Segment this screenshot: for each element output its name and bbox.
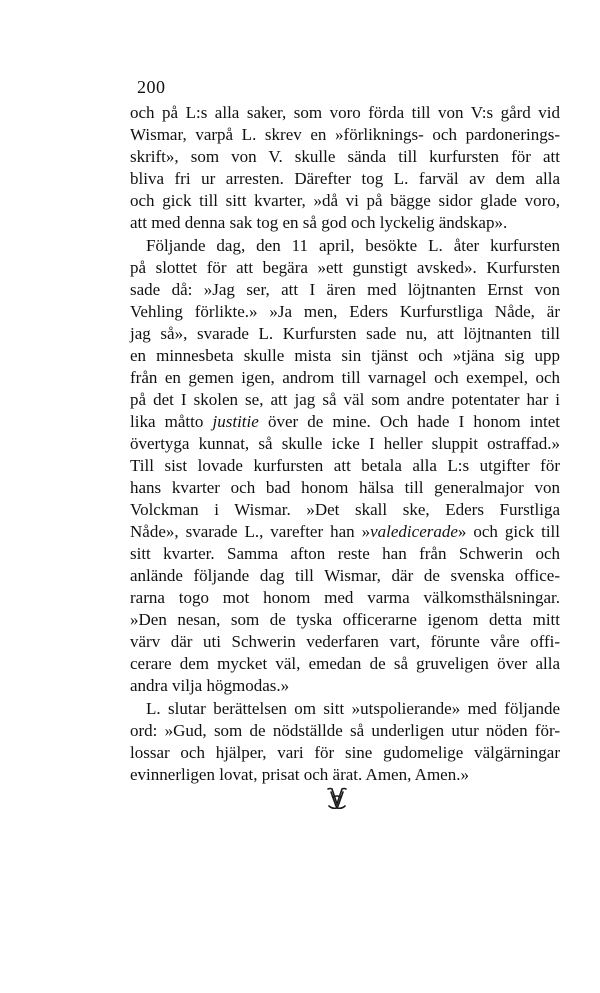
text-run: lika måtto	[130, 412, 213, 431]
text-line: ord: »Gud, som de nödställde så underligen utur nöden för-	[130, 721, 560, 740]
text-line: Följande dag, den 11 april, besökte L. åter kurfursten	[146, 236, 560, 255]
text-line: att med denna sak tog en så god och lyckelig ändskap».	[130, 213, 508, 232]
text-line: lossar och hjälper, vari för sine gudomelige välgärningar	[130, 743, 560, 762]
italic-term: valedicerade	[370, 522, 458, 541]
text-line: L. slutar berättelsen om sitt »utspolierande» med följande	[146, 699, 560, 718]
text-line: värv där uti Schwerin vederfaren vart, förunte våre offi-	[130, 632, 560, 651]
text-line: sade då: »Jag ser, att I ären med löjtnanten Ernst von	[130, 280, 560, 299]
text-line: evinnerligen lovat, prisat och ärat. Amen, Amen.»	[130, 765, 469, 784]
italic-term: justitie	[212, 412, 259, 431]
text-line: övertyga kunnat, så skulle icke I heller sluppit ostraffad.»	[130, 434, 560, 453]
text-run: Nåde», svarade L., varefter han »	[130, 522, 371, 541]
printer-monogram-icon	[326, 786, 348, 810]
text-line: andra vilja högmodas.»	[130, 676, 290, 695]
text-line: anlände följande dag till Wismar, där de svenska office-	[130, 566, 560, 585]
text-line: på slottet för att begära »ett gunstigt avsked». Kurfursten	[130, 258, 560, 277]
text-line	[130, 521, 560, 543]
text-line: Vehling förlikte.» »Ja men, Eders Kurfurstliga Nåde, är	[130, 302, 560, 321]
page-number: 200	[137, 77, 166, 97]
text-line: hans kvarter och bad honom hälsa till generalmajor von	[130, 478, 560, 497]
text-line: rarna togo mot honom med varma välkomsthälsningar.	[130, 588, 560, 607]
text-line: bliva fri ur arresten. Därefter tog L. farväl av dem alla	[130, 169, 560, 188]
text-line: skrift», som von V. skulle sända till kurfursten för att	[130, 147, 560, 166]
text-line: Till sist lovade kurfursten att betala alla L:s utgifter för	[130, 456, 560, 475]
text-run: över de mine. Och hade I honom intet	[258, 412, 560, 431]
text-line: och gick till sitt kvarter, »då vi på bägge sidor glade voro,	[130, 191, 560, 210]
text-line: cerare dem mycket väl, emedan de så gruveligen över alla	[130, 654, 560, 673]
text-line: »Den nesan, som de tyska officerarne igenom detta mitt	[130, 610, 560, 629]
text-line: på det I skolen se, att jag så väl som andre potentater har i	[130, 390, 560, 409]
text-line: sitt kvarter. Samma afton reste han från Schwerin och	[130, 544, 560, 563]
text-line	[130, 411, 560, 433]
text-line: jag så», svarade L. Kurfursten sade nu, att löjtnanten till	[130, 324, 560, 343]
text-line: från en gemen igen, androm till varnagel och exempel, och	[130, 368, 560, 387]
text-run: » och gick till	[457, 522, 560, 541]
text-line: Wismar, varpå L. skrev en »förliknings- och pardonerings-	[130, 125, 560, 144]
text-line: och på L:s alla saker, som voro förda till von V:s gård vid	[130, 103, 560, 122]
text-line: Volckman i Wismar. »Det skall ske, Eders Furstliga	[130, 500, 560, 519]
text-line: en minnesbeta skulle mista sin tjänst och »tjäna sig upp	[130, 346, 560, 365]
